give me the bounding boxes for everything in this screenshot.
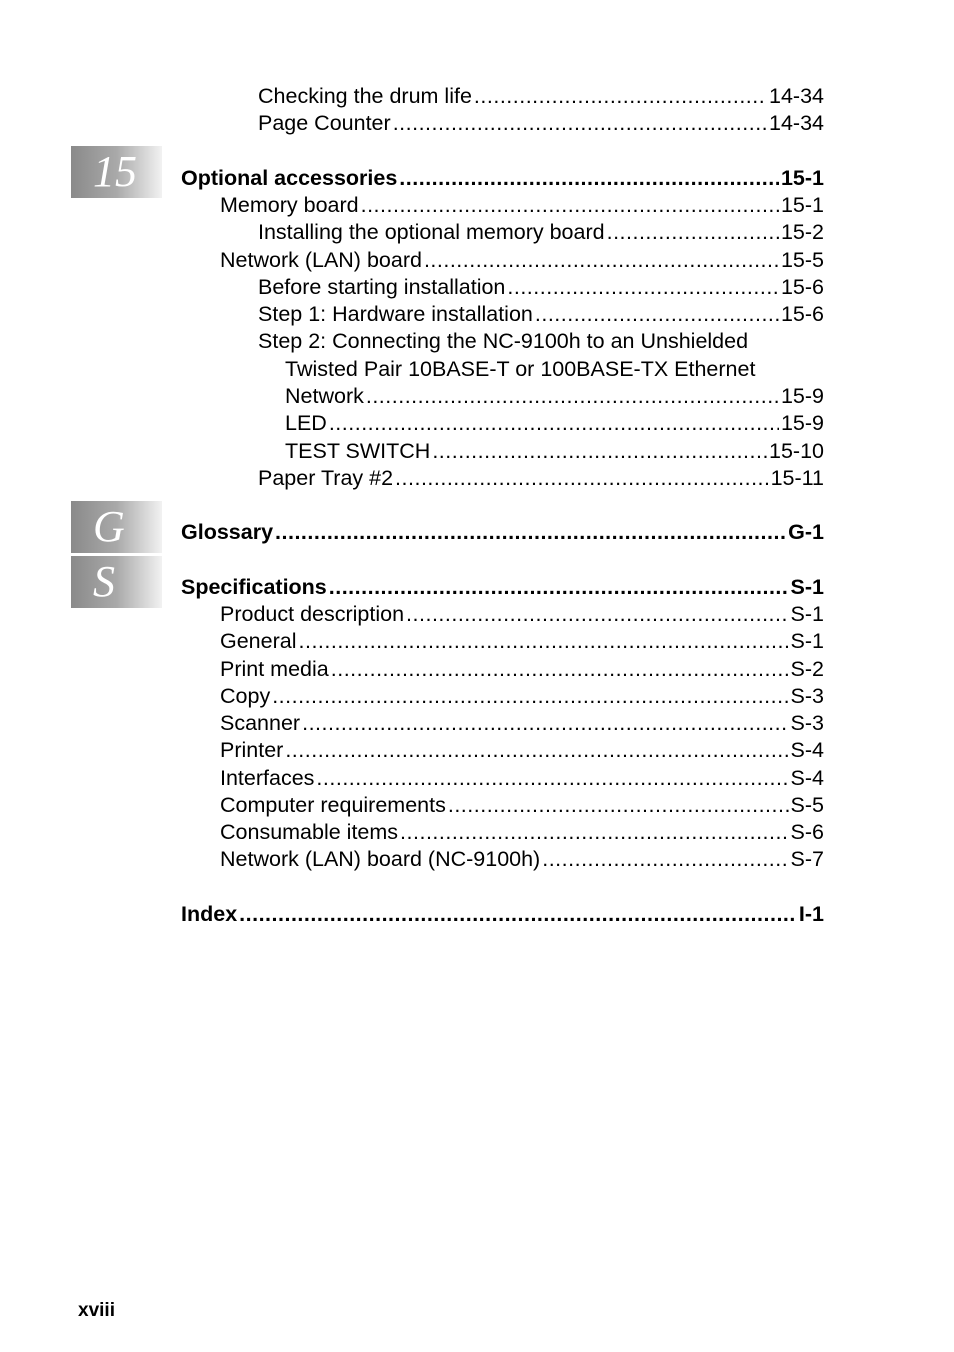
dot-leader (395, 465, 769, 492)
dot-leader (316, 765, 788, 792)
toc-chapter-specifications[interactable] (181, 574, 824, 601)
toc-entry-network-lan-board-nc9100h[interactable] (220, 846, 824, 873)
toc-entry-printer[interactable] (220, 737, 824, 764)
toc-entry-page: S-1 (790, 629, 824, 653)
dot-leader (361, 192, 779, 219)
toc-entry-led[interactable] (285, 410, 824, 437)
toc-entry-product-description[interactable] (220, 601, 824, 628)
dot-leader (507, 274, 779, 301)
toc-chapter-optional-accessories[interactable] (181, 165, 824, 192)
dot-leader (474, 83, 767, 110)
dot-leader (607, 219, 779, 246)
toc-entry-network-lan-board[interactable] (220, 247, 824, 274)
toc-entry-page: S-4 (790, 766, 824, 790)
dot-leader (272, 683, 788, 710)
dot-leader (239, 901, 797, 928)
toc-entry-paper-tray-2[interactable] (258, 465, 824, 492)
toc-entry-title: LED (285, 411, 327, 435)
toc-entry-page: 15-2 (780, 220, 824, 244)
dot-leader (448, 792, 789, 819)
toc-entry-hardware-installation[interactable] (258, 301, 824, 328)
toc-entry-test-switch[interactable] (285, 438, 824, 465)
toc-entry-copy[interactable] (220, 683, 824, 710)
chapter-tab-label: G (93, 502, 125, 551)
toc-entry-page: 15-11 (770, 466, 824, 490)
toc-entry-title: Computer requirements (220, 793, 446, 817)
toc-entry-page: 15-6 (780, 302, 824, 326)
toc-entry-title: Step 1: Hardware installation (258, 302, 533, 326)
toc-entry-page: S-1 (790, 602, 824, 626)
dot-leader (329, 574, 789, 601)
toc-entry-title: Specifications (181, 575, 327, 599)
dot-leader (400, 819, 788, 846)
chapter-tab-glossary (71, 501, 162, 553)
toc-entry-page: 15-9 (780, 411, 824, 435)
toc-entry-page: 15-1 (780, 193, 824, 217)
dot-leader (329, 410, 779, 437)
toc-entry-page: 15-9 (780, 384, 824, 408)
toc-entry-page: S-3 (790, 684, 824, 708)
dot-leader (299, 628, 789, 655)
toc-entry-page: G-1 (788, 520, 824, 544)
toc-entry-connecting-nc9100h-line1[interactable]: Step 2: Connecting the NC-9100h to an Unshielded (258, 329, 749, 353)
toc-entry-title: Checking the drum life (258, 84, 472, 108)
toc-entry-title: General (220, 629, 297, 653)
toc-entry-title: Product description (220, 602, 405, 626)
chapter-tab-specifications (71, 556, 162, 608)
dot-leader (535, 301, 779, 328)
toc-entry-page: S-4 (790, 738, 824, 762)
dot-leader (285, 737, 788, 764)
toc-entry-page: S-2 (790, 657, 824, 681)
toc-entry-title: Network (285, 384, 364, 408)
toc-entry-computer-requirements[interactable] (220, 792, 824, 819)
toc-entry-page: S-1 (790, 575, 824, 599)
dot-leader (302, 710, 788, 737)
toc-chapter-glossary[interactable] (181, 519, 824, 546)
toc-entry-page: S-5 (790, 793, 824, 817)
toc-entry-page-counter[interactable] (258, 110, 824, 137)
toc-entry-title: Scanner (220, 711, 301, 735)
dot-leader (393, 110, 767, 137)
dot-leader (432, 438, 767, 465)
toc-entry-memory-board[interactable] (220, 192, 824, 219)
toc-entry-title: Network (LAN) board (NC-9100h) (220, 847, 541, 871)
toc-entry-connecting-nc9100h-line2: Twisted Pair 10BASE-T or 100BASE-TX Ethernet (285, 357, 756, 381)
toc-entry-page: I-1 (798, 902, 824, 926)
dot-leader (399, 165, 779, 192)
dot-leader (424, 247, 779, 274)
toc-entry-title: Glossary (181, 520, 274, 544)
toc-entry-print-media[interactable] (220, 656, 824, 683)
toc-entry-title: Before starting installation (258, 275, 506, 299)
chapter-tab-15 (71, 146, 162, 198)
toc-entry-title: Installing the optional memory board (258, 220, 605, 244)
toc-entry-page: 15-5 (780, 248, 824, 272)
toc-entry-title: Printer (220, 738, 284, 762)
toc-entry-title: Network (LAN) board (220, 248, 422, 272)
toc-entry-scanner[interactable] (220, 710, 824, 737)
toc-entry-interfaces[interactable] (220, 765, 824, 792)
toc-entry-page: 15-10 (769, 439, 824, 463)
toc-entry-title: Memory board (220, 193, 359, 217)
toc-entry-general[interactable] (220, 628, 824, 655)
dot-leader (406, 601, 788, 628)
page-number: xviii (78, 1300, 115, 1321)
toc-entry-title: Index (181, 902, 238, 926)
toc-entry-checking-drum-life[interactable] (258, 83, 824, 110)
toc-entry-installing-memory-board[interactable] (258, 219, 824, 246)
toc-entry-page: 15-1 (780, 166, 824, 190)
dot-leader (275, 519, 786, 546)
toc-entry-page: S-3 (790, 711, 824, 735)
toc-entry-title: Print media (220, 657, 329, 681)
toc-chapter-index[interactable] (181, 901, 824, 928)
chapter-tab-label: 15 (93, 147, 137, 196)
toc-entry-title: Interfaces (220, 766, 315, 790)
toc-entry-title: Paper Tray #2 (258, 466, 394, 490)
dot-leader (331, 656, 789, 683)
toc-entry-title: Optional accessories (181, 166, 398, 190)
toc-entry-page: 14-34 (769, 84, 824, 108)
toc-entry-page: 14-34 (769, 111, 824, 135)
toc-entry-title: Page Counter (258, 111, 391, 135)
chapter-tab-label: S (93, 557, 115, 606)
toc-entry-before-starting-installation[interactable] (258, 274, 824, 301)
dot-leader (366, 383, 779, 410)
toc-entry-page: 15-6 (780, 275, 824, 299)
toc-entry-connecting-nc9100h-network[interactable] (285, 383, 824, 410)
toc-entry-page: S-7 (790, 847, 824, 871)
toc-entry-title: TEST SWITCH (285, 439, 431, 463)
dot-leader (542, 846, 788, 873)
toc-entry-consumable-items[interactable] (220, 819, 824, 846)
toc-entry-title: Copy (220, 684, 271, 708)
toc-entry-title: Consumable items (220, 820, 399, 844)
toc-entry-page: S-6 (790, 820, 824, 844)
